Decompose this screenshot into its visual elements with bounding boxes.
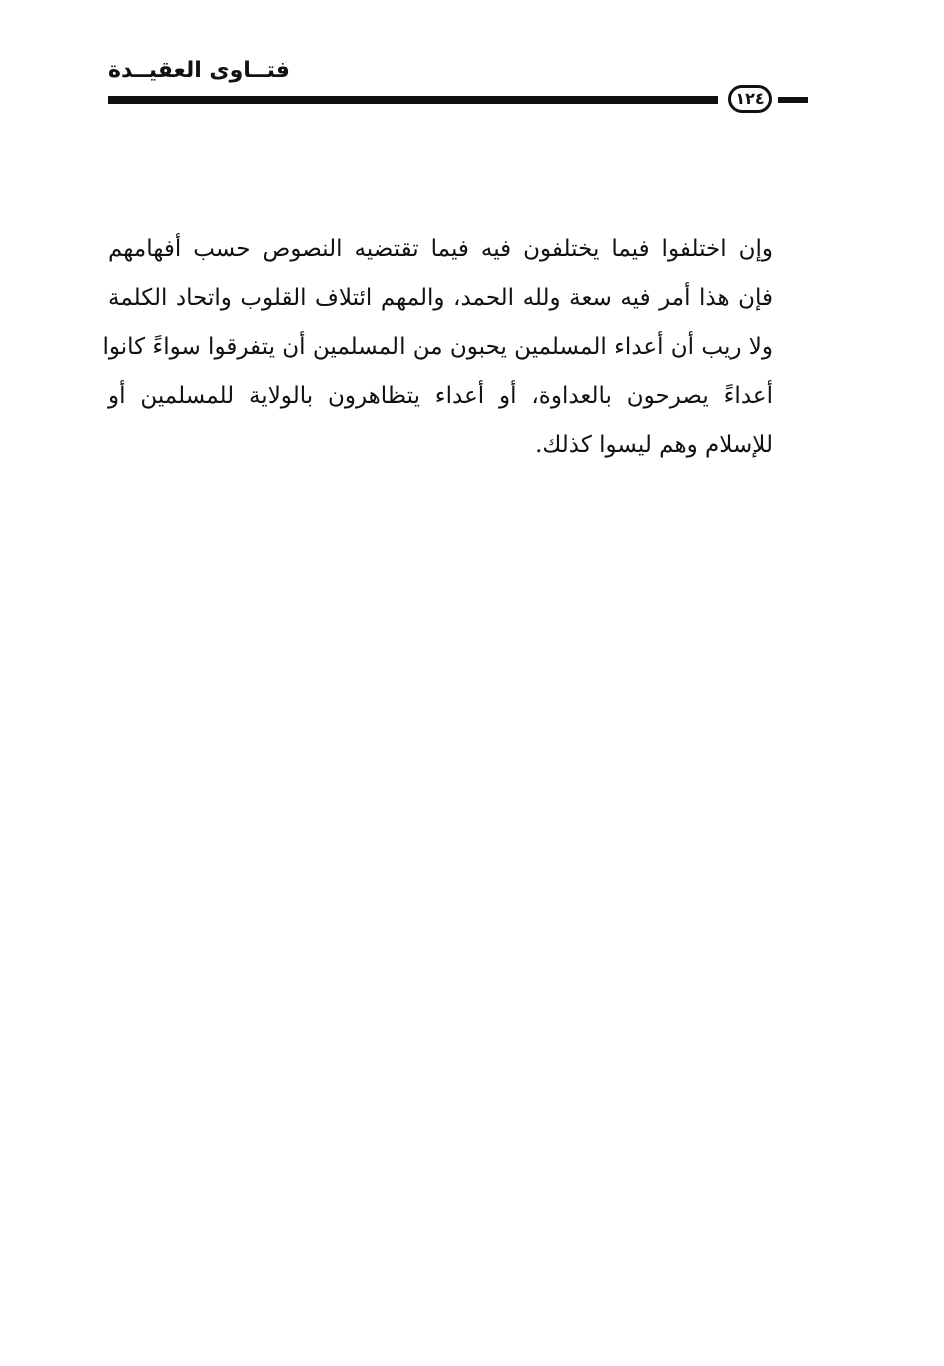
- page-number: ١٢٤: [728, 85, 772, 113]
- page-header: [0, 0, 944, 120]
- header-rule: [108, 96, 718, 104]
- text-line: ولا ريب أن أعداء المسلمين يحبون من المسلمين أن يتفرقوا سواءً كانوا: [102, 334, 773, 360]
- book-title: فتــاوى العقيــدة: [108, 58, 290, 83]
- text-line: أعداءً يصرحون بالعداوة، أو أعداء يتظاهرون بالولاية للمسلمين أو: [108, 383, 773, 409]
- text-line: للإسلام وهم ليسوا كذلك.: [535, 432, 773, 458]
- body-paragraph: [102, 225, 773, 470]
- text-line: وإن اختلفوا فيما يختلفون فيه فيما تقتضيه النصوص حسب أفهامهم: [108, 236, 773, 262]
- header-rule-end: [778, 97, 808, 103]
- text-line: فإن هذا أمر فيه سعة ولله الحمد، والمهم ائتلاف القلوب واتحاد الكلمة: [108, 285, 773, 311]
